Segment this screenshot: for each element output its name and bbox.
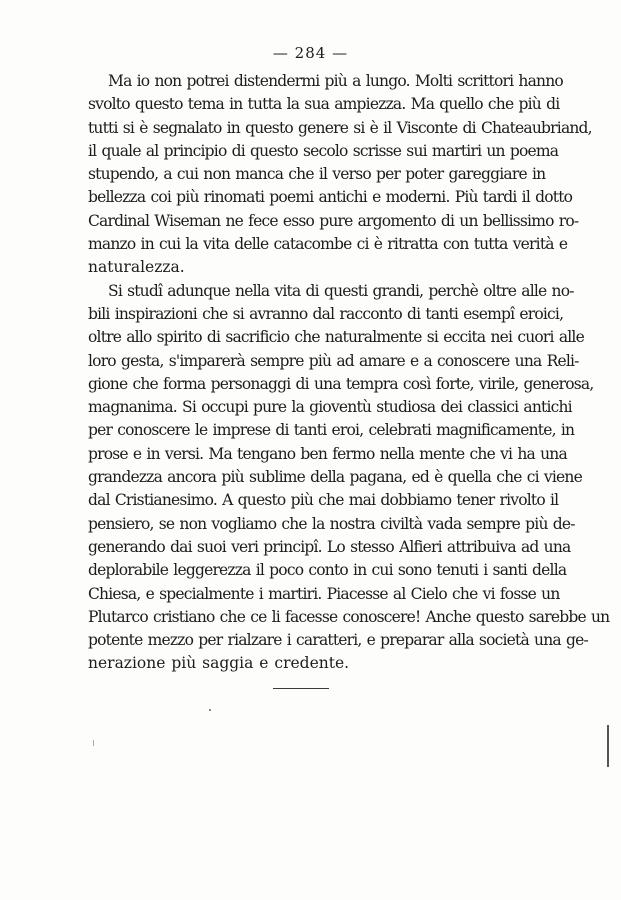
text-line: grandezza ancora più sublime della pagana, ed è quella che ci viene — [88, 468, 582, 487]
paragraph-2 — [88, 280, 610, 676]
text-line: gione che forma personaggi di una tempra così forte, virile, generosa, — [88, 374, 594, 393]
text-line: loro gesta, s'imparerà sempre più ad amare e a conoscere una Reli- — [88, 351, 579, 370]
text-line: naturalezza. — [88, 258, 185, 277]
text-line: nerazione più saggia e credente. — [88, 654, 350, 673]
page-edge-mark — [607, 725, 609, 767]
text-line: oltre allo spirito di sacrificio che naturalmente si eccita nei cuori alle — [88, 328, 584, 347]
text-line: manzo in cui la vita delle catacombe ci è ritratta con tutta verità e — [88, 235, 568, 254]
text-line: bellezza coi più rinomati poemi antichi e moderni. Più tardi il dotto — [88, 188, 573, 207]
text-line: dal Cristianesimo. A questo più che mai dobbiamo tener rivolto il — [88, 491, 559, 510]
text-line: il quale al principio di questo secolo scrisse sui martiri un poema — [88, 141, 559, 160]
text-line: prose e in versi. Ma tengano ben fermo nella mente che vi ha una — [88, 444, 567, 463]
paper-speck — [93, 740, 94, 746]
text-line: Plutarco cristiano che ce li facesse conoscere! Anche questo sarebbe un — [88, 607, 610, 626]
text-line: bili inspirazioni che si avranno dal racconto di tanti esempî eroici, — [88, 304, 564, 323]
text-line: deplorabile leggerezza il poco conto in cui sono tenuti i santi della — [88, 561, 567, 580]
text-line: tutti si è segnalato in questo genere si è il Visconte di Chateaubriand, — [88, 118, 592, 137]
text-line: stupendo, a cui non manca che il verso per poter gareggiare in — [88, 165, 546, 184]
text-line: generando dai suoi veri principî. Lo stesso Alfieri attribuiva ad una — [88, 537, 571, 556]
section-end-rule — [273, 688, 329, 689]
page-number: — 284 — — [272, 44, 349, 62]
text-line: Si studî adunque nella vita di questi grandi, perchè oltre alle no- — [108, 281, 574, 300]
text-line: magnanima. Si occupi pure la gioventù studiosa dei classici antichi — [88, 398, 572, 417]
text-line: Cardinal Wiseman ne fece esso pure argomento di un bellissimo ro- — [88, 211, 579, 230]
text-line: Ma io non potrei distendermi più a lungo. Molti scrittori hanno — [108, 72, 563, 90]
text-line: svolto questo tema in tutta la sua ampiezza. Ma quello che più di — [88, 95, 560, 114]
page-body — [88, 70, 610, 676]
text-line: pensiero, se non vogliamo che la nostra civiltà vada sempre più de- — [88, 514, 575, 533]
text-line: Chiesa, e specialmente i martiri. Piacesse al Cielo che vi fosse un — [88, 584, 560, 603]
paper-speck — [209, 709, 211, 711]
paragraph-1 — [88, 70, 592, 280]
text-line: potente mezzo per rialzare i caratteri, e preparar alla società una ge- — [88, 631, 588, 650]
text-line: per conoscere le imprese di tanti eroi, celebrati magnificamente, in — [88, 421, 575, 440]
